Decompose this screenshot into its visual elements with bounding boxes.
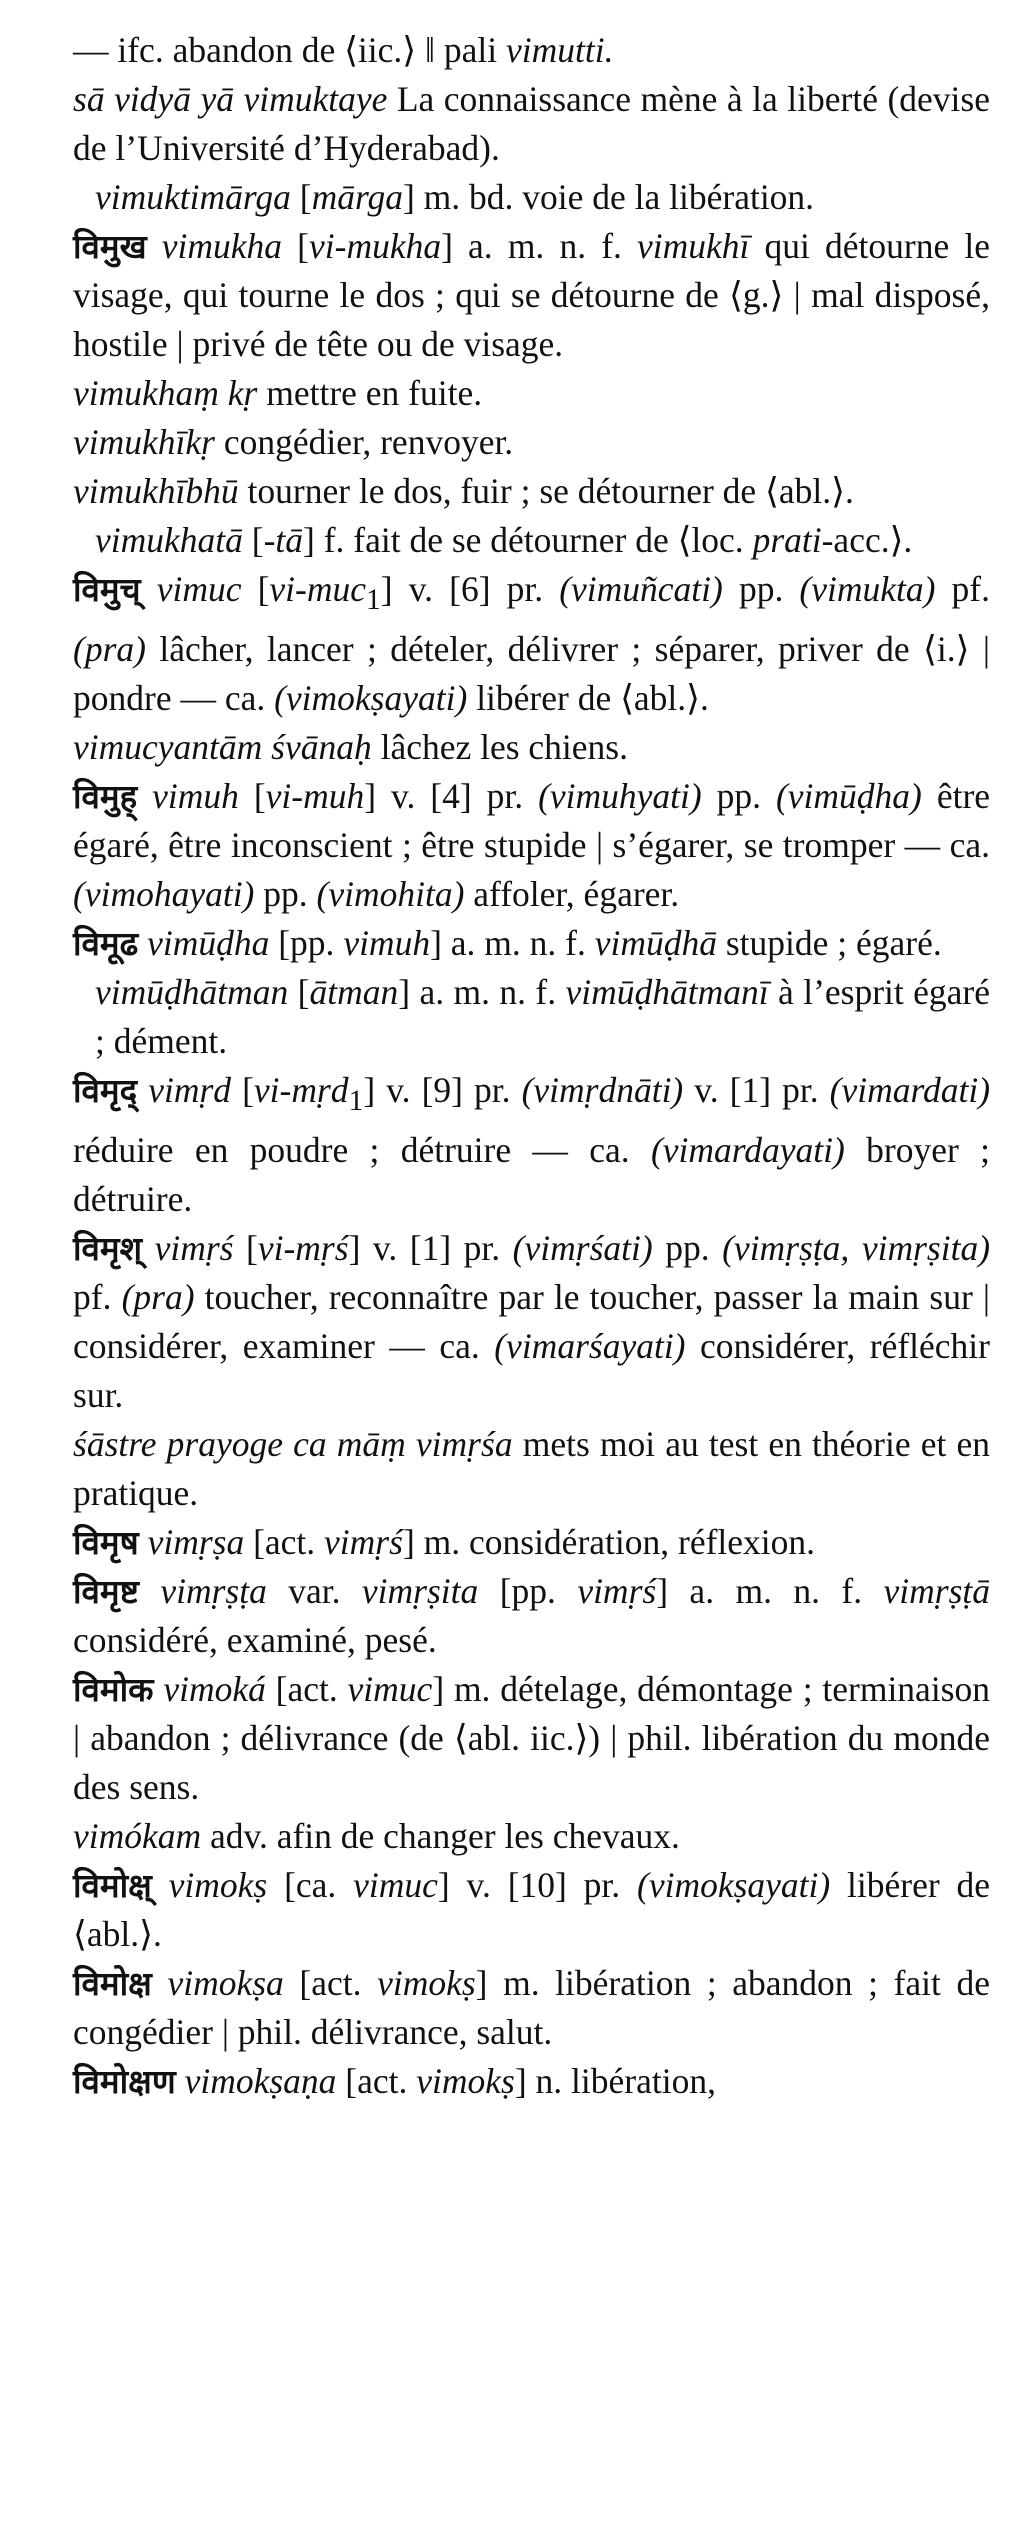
headword-devanagari: विमूढ (73, 924, 139, 964)
dictionary-entry: विमूढ vimūḍha [pp. vimuh] a. m. n. f. vimūḍhā stupide ; égaré. (73, 923, 942, 964)
dictionary-entry: विमोक्ष vimokṣa [act. vimokṣ] m. libération ; abandon ; fait de congédier | phil. délivrance, salut. (73, 1963, 991, 2053)
headword-devanagari: विमुख (73, 227, 147, 266)
dictionary-entry: विमृश् vimṛś [vi-mṛś] v. [1] pr. (vimṛśati) pp. (vimṛṣṭa, vimṛṣita) pf. (pra) toucher, reconnaître par le toucher, passer la main sur | considérer, examiner — ca. (vimarśayati) considérer, réfléchir sur. (73, 1228, 991, 1416)
dictionary-entry: विमृद् vimṛd [vi-mṛd$_1$] v. [9] pr. (vimṛdnāti) v. [1] pr. (vimardati) réduire en poudre ; détruire — ca. (vimardayati) broyer ; détruire. (73, 1070, 991, 1220)
dictionary-entry: sā vidyā yā vimuktaye La connaissance mène à la liberté (devise de l’Université d’Hyderabad). (73, 79, 990, 168)
headword-devanagari: विमोक्ष (73, 1964, 152, 2004)
dictionary-entry: विमोक्ष् vimokṣ [ca. vimuc] v. [10] pr. (vimokṣayati) libérer de ⟨abl.⟩. (73, 1865, 991, 1955)
headword-devanagari: विमुच् (73, 570, 141, 609)
headword-devanagari: विमृश् (73, 1229, 143, 1269)
headword-devanagari: विमोक्ष् (73, 1866, 152, 1906)
dictionary-entry: vimókam adv. afin de changer les chevaux. (73, 1816, 680, 1857)
dictionary-entry: vimucyantām śvānaḥ lâchez les chiens. (73, 727, 628, 768)
dictionary-entry: vimūḍhātman [ātman] a. m. n. f. vimūḍhātmanī à l’esprit égaré ; dément. (95, 972, 991, 1062)
dictionary-entry: — ifc. abandon de ⟨iic.⟩ ‖ pali vimutti. (73, 30, 614, 70)
headword-devanagari: विमोक्षण (73, 2062, 176, 2102)
dictionary-entry: विमुख vimukha [vi-mukha] a. m. n. f. vimukhī qui détourne le visage, qui tourne le dos ; qui se détourne de ⟨g.⟩ | mal disposé, hostile | privé de tête ou de visage. (73, 226, 991, 364)
headword-devanagari: विमुह् (73, 777, 138, 817)
dictionary-entry: śāstre prayoge ca māṃ vimṛśa mets moi au test en théorie et en pratique. (73, 1424, 990, 1514)
dictionary-entry: vimuktimārga [mārga] m. bd. voie de la libération. (95, 177, 815, 217)
dictionary-entry: vimukhatā [-tā] f. fait de se détourner de ⟨loc. prati-acc.⟩. (95, 520, 913, 560)
dictionary-entry: विमोक vimoká [act. vimuc] m. dételage, démontage ; terminaison | abandon ; délivrance (de ⟨abl. iic.⟩) | phil. libération du monde des sens. (73, 1669, 990, 1808)
dictionary-entry: vimukhaṃ kṛ mettre en fuite. (73, 373, 483, 413)
headword-devanagari: विमृद् (73, 1071, 138, 1111)
headword-devanagari: विमोक (73, 1670, 154, 1710)
headword-devanagari: विमृष (73, 1523, 139, 1563)
dictionary-entry: विमृष्ट vimṛṣṭa var. vimṛṣita [pp. vimṛś] a. m. n. f. vimṛṣṭā considéré, examiné, pesé. (73, 1571, 991, 1661)
dictionary-entry: vimukhīkṛ congédier, renvoyer. (73, 422, 514, 462)
dictionary-entry: विमुह् vimuh [vi-muh] v. [4] pr. (vimuhyati) pp. (vimūḍha) être égaré, être inconscient ; être stupide | s’égarer, se tromper — ca. (vimohayati) pp. (vimohita) affoler, égarer. (73, 776, 991, 915)
dictionary-entry: विमोक्षण vimokṣaṇa [act. vimokṣ] n. libération, (73, 2061, 716, 2102)
dictionary-entry: vimukhībhū tourner le dos, fuir ; se détourner de ⟨abl.⟩. (73, 471, 854, 511)
dictionary-entry: विमुच् vimuc [vi-muc$_1$] v. [6] pr. (vimuñcati) pp. (vimukta) pf. (pra) lâcher, lancer ; dételer, délivrer ; séparer, priver de ⟨i.⟩ | pondre — ca. (vimokṣayati) libérer de ⟨abl.⟩. (73, 569, 990, 719)
dictionary-entry: विमृष vimṛṣa [act. vimṛś] m. considération, réflexion. (73, 1522, 816, 1563)
headword-devanagari: विमृष्ट (73, 1572, 139, 1612)
